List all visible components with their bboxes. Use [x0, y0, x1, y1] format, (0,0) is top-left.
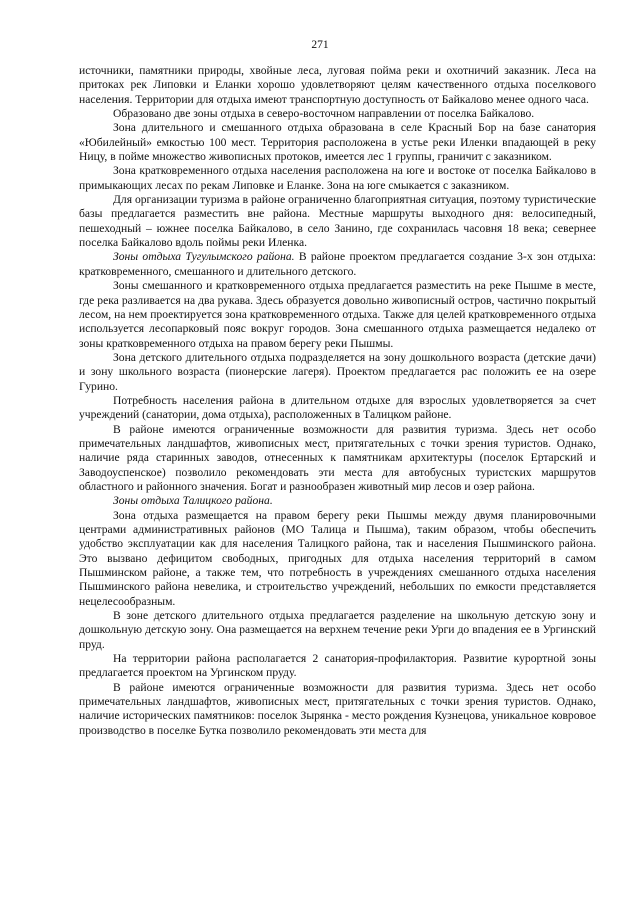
- paragraph: [79, 652, 596, 681]
- paragraph-text: На территории района располагается 2 санатория-профилактория. Развитие курортной зоны предлагается проектом на Ургинском пруду.: [79, 652, 596, 680]
- paragraph-text: В зоне детского длительного отдыха предлагается разделение на школьную детскую зону и дошкольную детскую зону. Она размещается на верхнем течение реки Урги до впадения ее в Ургинский пруд.: [79, 609, 596, 651]
- paragraph-text: Для организации туризма в районе ограниченно благоприятная ситуация, поэтому туристические базы предлагается разместить вне района. Местные маршруты выходного дня: велосипедный, пешеходный – южнее поселка Байкалово, в село Занино, где сохранилась часовня 18 века; севернее поселка Байкалово вдоль поймы реки Иленка.: [79, 193, 596, 250]
- paragraph-text: В районе проектом предлагается создание 3-х зон отдыха: кратковременного, смешанного и длительного детского.: [79, 250, 596, 278]
- paragraph: [79, 509, 596, 609]
- paragraph: [79, 250, 596, 279]
- document-body: [79, 64, 596, 738]
- paragraph-text: Зоны смешанного и кратковременного отдыха предлагается разместить на реке Пышме в месте, где река разливается на два рукава. Здесь образуется довольно живописный остров, частично покрытый лесом, на нем проектируется зона кратковременного отдыха. Также для целей кратковременного отдыха используется лесопарковый пояс вокруг городов. Зона смешанного отдыха размещается недалеко от зоны кратковременного отдыха на правом берегу реки Пышмы.: [79, 279, 596, 350]
- section-heading: Зоны отдыха Талицкого района.: [113, 494, 273, 508]
- paragraph: [79, 394, 596, 423]
- paragraph: [79, 164, 596, 193]
- paragraph: [79, 279, 596, 351]
- paragraph: [79, 107, 596, 121]
- paragraph: [79, 121, 596, 164]
- paragraph: [79, 681, 596, 738]
- paragraph-text: Зона длительного и смешанного отдыха образована в селе Красный Бор на базе санатория «Юбилейный» емкостью 100 мест. Территория расположена в устье реки Иленки впадающей в реку Ницу, в пойме множество живописных протоков, имеется лес 1 группы, граничит с заказником.: [79, 121, 596, 164]
- paragraph-text: источники, памятники природы, хвойные леса, луговая пойма реки и охотничий заказник. Леса на притоках рек Липовки и Еланки хорошо удовлетворяют целям качественного отдыха поселкового населения. Территории для отдыха имеют транспортную доступность от Байкалово менее одного часа.: [79, 64, 596, 106]
- paragraph-text: Потребность населения района в длительном отдыхе для взрослых удовлетворяется за счет учреждений (санатории, дома отдыха), расположенных в Талицком районе.: [79, 393, 596, 422]
- paragraph: [79, 423, 596, 495]
- paragraph: [79, 609, 596, 652]
- paragraph: [79, 64, 596, 107]
- paragraph: [79, 351, 596, 394]
- paragraph-text: Зона детского длительного отдыха подразделяется на зону дошкольного возраста (детские дачи) и зону школьного возраста (пионерские лагеря). Проектом предлагается рас положить ее на озере Гурино.: [79, 350, 596, 393]
- page-number: 271: [311, 39, 329, 51]
- paragraph-text: Зона кратковременного отдыха населения расположена на юге и востоке от поселка Байкалово в примыкающих лесах по рекам Липовке и Еланке. Зона на юге смыкается с заказником.: [79, 164, 596, 192]
- paragraph: [79, 193, 596, 250]
- section-heading: Зоны отдыха Тугулымского района.: [113, 250, 295, 264]
- paragraph-text: Зона отдыха размещается на правом берегу реки Пышмы между двумя планировочными центрами административных районов (МО Талица и Пышма), таким образом, чтобы обеспечить удобство эксплуатации как для населения Талицкого района, так и населения Пышминского района. Это вызвано дефицитом свободных, пригодных для отдыха населения территорий в самом Пышминском районе, а также тем, что потребность в учреждениях смешанного отдыха населения Пышминского района невелика, и строительство учреждений, небольших по емкости представляется нецелесообразным.: [79, 508, 596, 608]
- paragraph: [79, 494, 596, 508]
- paragraph-text: В районе имеются ограниченные возможности для развития туризма. Здесь нет особо примечательных ландшафтов, живописных мест, притягательных с точки зрения туристов. Однако, наличие исторических памятников: поселок Зырянка - место рождения Кузнецова, уникальное ковровое производство в поселке Бутка позволило рекомендовать эти места для: [79, 680, 596, 737]
- paragraph-text: В районе имеются ограниченные возможности для развития туризма. Здесь нет особо примечательных ландшафтов, живописных мест, притягательных с точки зрения туристов. Однако, наличие ряда старинных заводов, отнесенных к памятникам архитектуры (поселок Ертарский и Заводоуспенское) позволило рекомендовать эти места для автобусных туристских маршрутов областного и районного значения. Богат и разнообразен животный мир лесов и озер района.: [79, 422, 596, 493]
- paragraph-text: Образовано две зоны отдыха в северо-восточном направлении от поселка Байкалово.: [113, 107, 535, 121]
